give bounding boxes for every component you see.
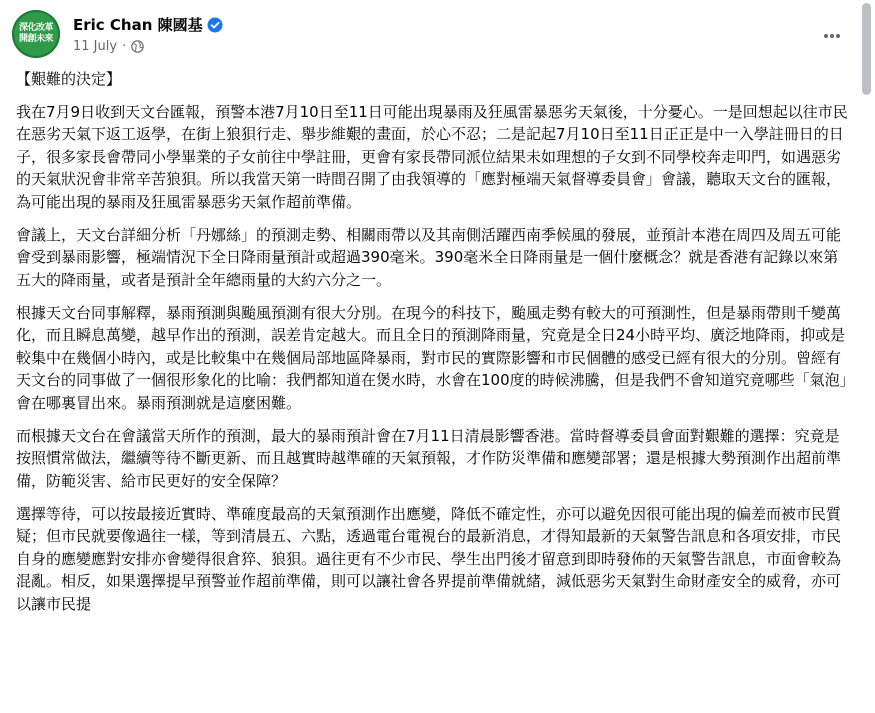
avatar-text-line-2: 開創未來 <box>18 34 53 44</box>
post-paragraph-2: 會議上，天文台詳細分析「丹娜絲」的預測走勢、相關雨帶以及其南側活躍西南季候風的發展，並預計本港在周四及周五可能會受到暴雨影響，極端情況下全日降雨量預計或超過390毫米。390毫米全日降雨量是一個什麼概念？就是香港有記錄以來第五大的降雨量，或者是預計全年總雨量的大約六分之一。 <box>16 225 842 289</box>
post-paragraph-3: 根據天文台同事解釋，暴雨預測與颱風預測有很大分別。在現今的科技下，颱風走勢有較大的可預測性，但是暴雨帶則千變萬化，而且瞬息萬變，越早作出的預測，誤差肯定越大。而且全日的預測降雨量，究竟是全日24小時平均、廣泛地降雨，抑或是較集中在幾個小時內，或是比較集中在幾個局部地區降暴雨，對市民的實際影響和市民個體的感受已經有很大的分別。曾經有天文台的同事做了一個很形象化的比喻：我們都知道在煲水時，水會在100度的時候沸騰，但是我們不會知道究竟哪些「氣泡」會在哪裏冒出來。暴雨預測就是這麼困難。 <box>16 303 848 412</box>
author-line <box>73 14 223 35</box>
avatar[interactable] <box>12 10 60 58</box>
avatar-text-line-1: 深化改革 <box>18 23 53 33</box>
meta-separator: · <box>122 39 127 54</box>
scrollbar[interactable] <box>858 0 875 713</box>
post-meta <box>73 39 144 54</box>
post-header <box>12 10 852 62</box>
post-paragraph-4: 而根據天文台在會議當天所作的預測，最大的暴雨預計會在7月11日清晨影響香港。當時督導委員會面對艱難的選擇：究竟是按照慣常做法，繼續等待不斷更新、而且越實時越準確的天氣預報，才作防災準備和應變部署；還是根據大勢預測作出超前準備，防範災害、給市民更好的安全保障？ <box>16 426 842 490</box>
post-date[interactable]: 11 July <box>73 39 118 54</box>
post-paragraph-1: 我在7月9日收到天文台匯報，預警本港7月10日至11日可能出現暴雨及狂風雷暴惡劣天氣後，十分憂心。一是回想起以往市民在惡劣天氣下返工返學，在街上狼狽行走、舉步維艱的畫面，於心不忍；二是記起7月10日至11日正正是中一入學註冊日的日子，很多家長會帶同小學畢業的子女前往中學註冊，更會有家長帶同派位結果未如理想的子女到不同學校奔走叩門，如遇惡劣的天氣狀況會非常辛苦狼狽。所以我當天第一時間召開了由我領導的「應對極端天氣督導委員會」會議，聽取天文台的匯報，為可能出現的暴雨及狂風雷暴惡劣天氣作超前準備。 <box>16 102 848 211</box>
author-name[interactable]: Eric Chan 陳國基 <box>73 16 203 34</box>
verified-badge-icon <box>207 17 223 33</box>
scrollbar-thumb[interactable] <box>862 3 871 95</box>
more-options-button[interactable] <box>814 18 850 54</box>
post-paragraph-5: 選擇等待，可以按最接近實時、準確度最高的天氣預測作出應變，降低不確定性，亦可以避免因很可能出現的偏差而被市民質疑；但市民就要像過往一樣，等到清晨五、六點，透過電台電視台的最新消息，才得知最新的天氣警告訊息和各項安排，市民自身的應變應對安排亦會變得很倉猝、狼狽。過往更有不少市民、學生出門後才留意到即時發佈的天氣警告訊息，市面會較為混亂。相反，如果選擇提早預警並作超前準備，則可以讓社會各界提前準備就緒，減低惡劣天氣對生命財產安全的威脅，亦可以讓市民提 <box>16 504 842 613</box>
globe-icon[interactable] <box>131 40 144 53</box>
post-title: 【艱難的決定】 <box>16 70 122 88</box>
post-body <box>16 68 852 626</box>
more-horizontal-icon <box>822 26 842 46</box>
